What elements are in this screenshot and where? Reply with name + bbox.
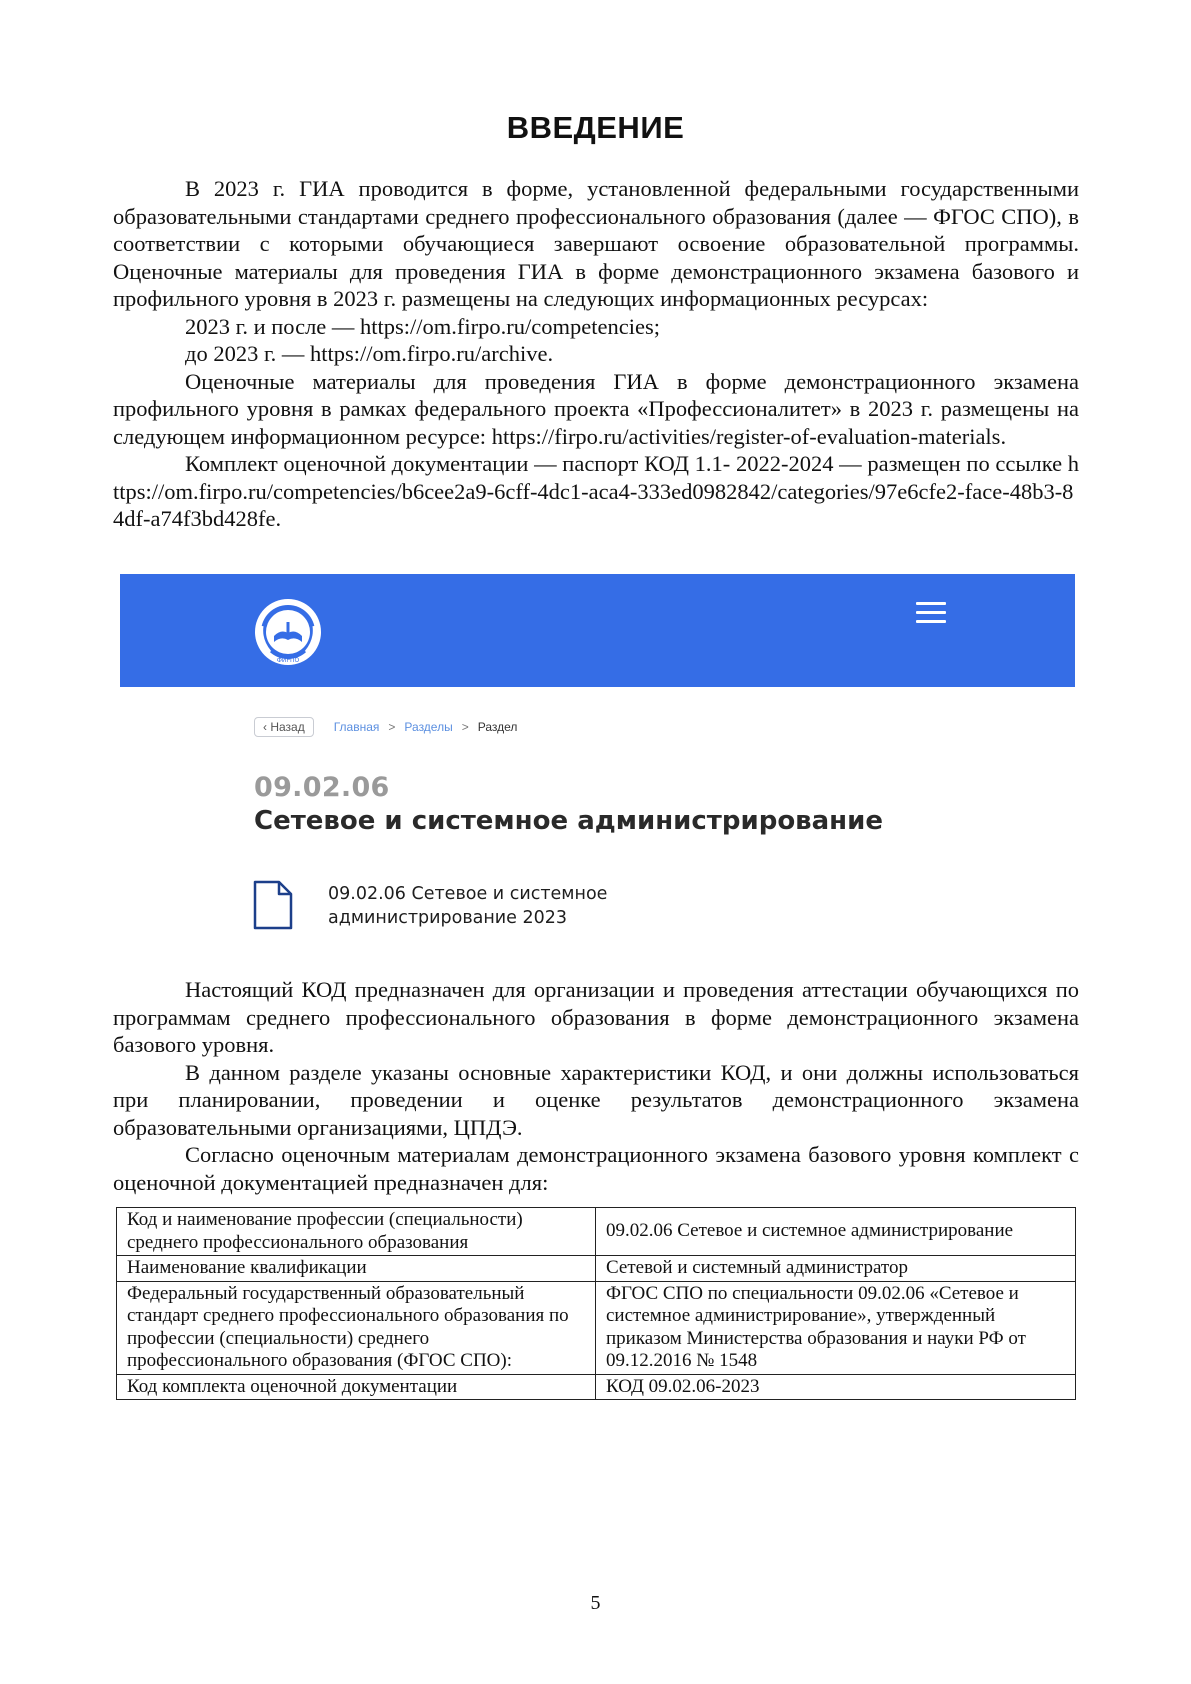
table-cell-label: Наименование квалификации (117, 1256, 596, 1282)
description-paragraph: Согласно оценочным материалам демонстрационного экзамена базового уровня комплект с оценочной документацией предназначен для: (113, 1142, 1079, 1195)
table-cell-value: 09.02.06 Сетевое и системное администрирование (596, 1208, 1076, 1256)
kod-info-table (116, 1207, 1076, 1400)
file-download-link[interactable]: 09.02.06 Сетевое и системное администрирование 2023 (328, 884, 608, 928)
hamburger-menu-icon[interactable] (916, 602, 946, 626)
intro-text (113, 175, 1079, 533)
back-button[interactable]: ‹ Назад (254, 717, 314, 737)
breadcrumb-sections[interactable]: Разделы (404, 720, 453, 734)
table-cell-value: ФГОС СПО по специальности 09.02.06 «Сетевое и системное администрирование», утвержденный приказом Министерства образования и науки РФ от 09.12.2016 № 1548 (596, 1281, 1076, 1374)
table-row (117, 1281, 1076, 1374)
table-cell-label: Код комплекта оценочной документации (117, 1374, 596, 1400)
document-icon (253, 880, 293, 930)
breadcrumb-separator: > (388, 720, 396, 734)
intro-paragraph: Оценочные материалы для проведения ГИА в форме демонстрационного экзамена профильного уровня в рамках федерального проекта «Профессионалитет» в 2023 г. размещены на следующем информационном ресурсе: https://firpo.ru/activities/register-of-evaluation-materials. (113, 368, 1079, 449)
firpo-logo (252, 596, 324, 668)
intro-paragraph: Комплект оценочной документации — паспорт КОД 1.1- 2022-2024 — размещен по ссылке https://om.firpo.ru/competencies/b6cee2a9-6cff-4dc1-aca4-333ed0982842/categories/97e6cfe2-face-48b3-84df-a74f3bd428fe. (113, 451, 1079, 531)
page-title: ВВЕДЕНИЕ (506, 110, 685, 145)
page-number: 5 (590, 1592, 601, 1614)
table-row (117, 1374, 1076, 1400)
intro-paragraph: В 2023 г. ГИА проводится в форме, установленной федеральными государственными образовательными стандартами среднего профессионального образования (далее — ФГОС СПО), в соответствии с которыми обучающиеся завершают освоение образовательной программы. Оценочные материалы для проведения ГИА в форме демонстрационного экзамена базового и профильного уровня в 2023 г. размещены на следующих информационных ресурсах: (113, 176, 1079, 311)
table-cell-value: Сетевой и системный администратор (596, 1256, 1076, 1282)
table-cell-label: Федеральный государственный образовательный стандарт среднего профессионального образования по профессии (специальности) среднего профессионального образования (ФГОС СПО): (117, 1281, 596, 1374)
breadcrumb-home[interactable]: Главная (333, 720, 380, 734)
resource-link-line: 2023 г. и после — https://om.firpo.ru/competencies; (185, 313, 660, 339)
svg-text:ФИРПО: ФИРПО (276, 657, 300, 664)
website-screenshot (120, 574, 1075, 942)
table-cell-label: Код и наименование профессии (специальности) среднего профессионального образования (117, 1208, 596, 1256)
breadcrumb-current: Раздел (477, 720, 518, 734)
description-paragraph: В данном разделе указаны основные характеристики КОД, и они должны использоваться при планировании, проведении и оценке результатов демонстрационного экзамена образовательными организациями, ЦПДЭ. (113, 1059, 1079, 1140)
table-cell-value: КОД 09.02.06-2023 (596, 1374, 1076, 1400)
description-paragraph: Настоящий КОД предназначен для организации и проведения аттестации обучающихся по программам среднего профессионального образования в форме демонстрационного экзамена базового уровня. (113, 977, 1079, 1057)
section-code: 09.02.06 (254, 772, 390, 803)
site-header-banner (120, 574, 1075, 687)
description-text (113, 976, 1079, 1196)
breadcrumb-separator: > (461, 720, 469, 734)
breadcrumb (254, 716, 517, 738)
section-title: Сетевое и системное администрирование (254, 806, 883, 836)
table-row (117, 1256, 1076, 1282)
resource-link-line: до 2023 г. — https://om.firpo.ru/archive. (185, 341, 554, 366)
table-row (117, 1208, 1076, 1256)
